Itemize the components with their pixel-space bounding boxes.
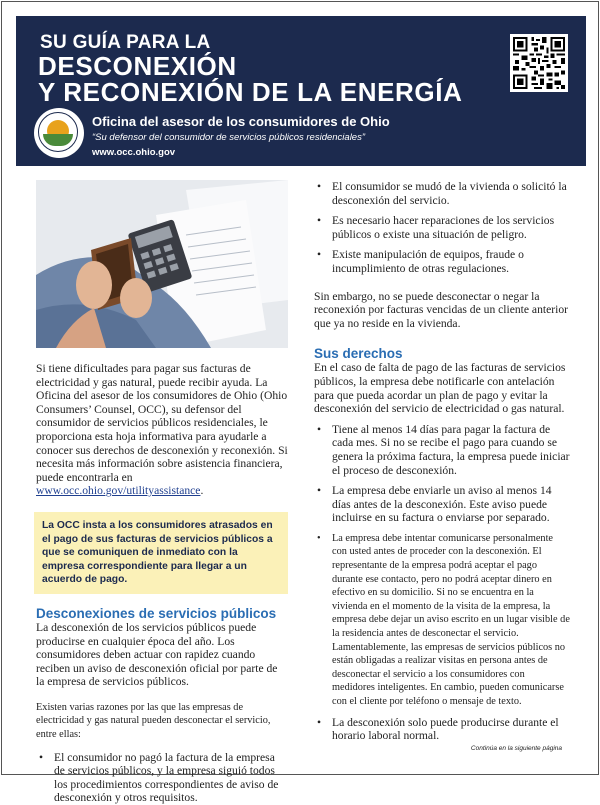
- list-item: • Tiene al menos 14 días para pagar la factura de cada mes. Si no se recibe el pago para cuando se genera la próxima factura, la empresa puede iniciar el proceso de desconexión.: [314, 423, 570, 477]
- left-column: [36, 362, 288, 805]
- intro-paragraph: Si tiene dificultades para pagar sus facturas de electricidad y gas natural, puede recibir ayuda. La Oficina del asesor de los consumidores de Ohio (Ohio Consumers’ Counsel, OCC), su defensor del consumidor de servicios públicos residenciales, le proporciona esta hoja informativa para ayudarle a conocer sus derechos de desconexión y reconexión. Si necesita más información sobre asistencia financiera, puede encontrarla en www.occ.ohio.gov/utilityassistance.: [36, 362, 288, 498]
- header-banner: [16, 16, 586, 166]
- title-line-2: Y RECONEXIÓN DE LA ENERGÍA: [38, 77, 463, 107]
- list-item: • La desconexión solo puede producirse durante el horario laboral normal.: [314, 716, 570, 743]
- reasons-intro: Existen varias razones por las que las empresas de electricidad y gas natural pueden desconectar el servicio, entre ellas:: [36, 701, 271, 741]
- ohio-consumers-counsel-seal-icon: [34, 108, 84, 158]
- title-subtitle: SU GUÍA PARA LA: [40, 32, 211, 53]
- list-item: • La empresa debe enviarle un aviso al menos 14 días antes de la desconexión. Este aviso puede incluirse en su factura o enviarse por separado.: [314, 484, 570, 525]
- disconnections-heading: Desconexiones de servicios públicos: [36, 605, 277, 621]
- right-column: [314, 180, 570, 743]
- org-tagline: “Su defensor del consumidor de servicios públicos residenciales”: [92, 132, 365, 143]
- list-item: • El consumidor se mudó de la vivienda o solicitó la desconexión del servicio.: [314, 180, 570, 207]
- photo-empty-wallet-bills: [36, 180, 288, 348]
- disconnections-paragraph: La desconexión de los servicios públicos puede producirse en cualquier época del año. Los consumidores deben actuar con rapidez cuando reciben un aviso de desconexión oficial por parte de la empresa de servicios públicos.: [36, 620, 278, 689]
- rights-heading: Sus derechos: [314, 346, 403, 362]
- qr-code-icon[interactable]: [510, 34, 568, 92]
- former-customer-paragraph: Sin embargo, no se puede desconectar o negar la reconexión por facturas vencidas de un cliente anterior que ya no reside en la vivienda.: [314, 289, 568, 330]
- org-url[interactable]: www.occ.ohio.gov: [92, 147, 176, 158]
- utility-assistance-link[interactable]: www.occ.ohio.gov/utilityassistance: [36, 484, 201, 498]
- continued-note: Continúa en la siguiente página: [470, 745, 562, 752]
- rights-intro: En el caso de falta de pago de las facturas de servicios públicos, la empresa debe notificarle con antelación para que pueda acordar un plan de pago y evitar la desconexión del servicio de electricidad o gas natural.: [314, 361, 566, 416]
- list-item: • La empresa debe intentar comunicarse personalmente con usted antes de proceder con la desconexión. El representante de la empresa podrá aceptar el pago durante ese contacto, pero no podrá aceptar dinero en efectivo en su domicilio. Si no se encuentra en la vivienda en el momento de la visita de la empresa, la empresa debe dejar un aviso escrito en un lugar visible de la residencia antes de desconectar el servicio. Lamentablemente, las empresas de servicios públicos no están obligadas a realizar visitas en persona antes de desconectar el servicio a los consumidores con medidores inteligentes. En cambio, pueden comunicarse con el cliente por teléfono o mensaje de texto.: [314, 532, 570, 709]
- org-name: Oficina del asesor de los consumidores de Ohio: [92, 114, 390, 129]
- rights-list: [314, 423, 570, 743]
- title-line-1: DESCONEXIÓN: [38, 51, 237, 81]
- list-item: • El consumidor no pagó la factura de la empresa de servicios públicos, y la empresa siguió todos los procedimientos correspondientes de aviso de desconexión y otros requisitos.: [36, 751, 288, 805]
- reasons-list: [36, 751, 288, 805]
- callout-box: La OCC insta a los consumidores atrasados en el pago de sus facturas de servicios públicos a que se comuniquen de inmediato con la empresa correspondiente para llegar a un acuerdo de pago.: [34, 512, 288, 594]
- list-item: • Es necesario hacer reparaciones de los servicios públicos o existe una situación de peligro.: [314, 214, 570, 241]
- list-item: • Existe manipulación de equipos, fraude o incumplimiento de otras regulaciones.: [314, 248, 570, 275]
- reasons-list-continued: [314, 180, 570, 276]
- fact-sheet-page: [1, 1, 599, 805]
